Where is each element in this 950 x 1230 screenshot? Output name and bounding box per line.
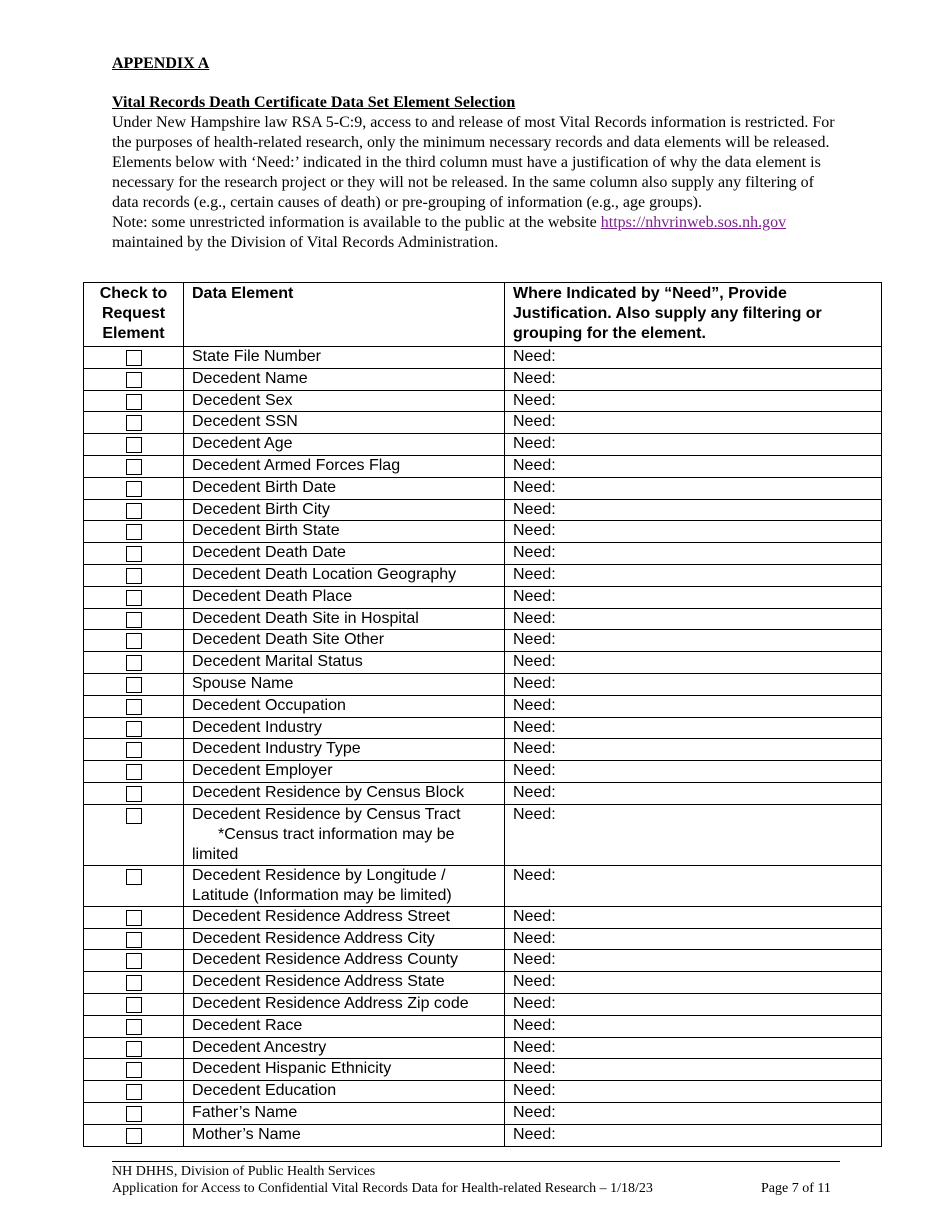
data-element-label: Decedent SSN bbox=[192, 413, 298, 431]
data-element-cell bbox=[184, 928, 505, 950]
table-row bbox=[84, 1059, 882, 1081]
check-cell bbox=[84, 390, 184, 412]
table-row bbox=[84, 717, 882, 739]
data-element-label: Decedent Birth State bbox=[192, 522, 340, 540]
need-label: Need: bbox=[513, 696, 556, 714]
data-element-cell bbox=[184, 1015, 505, 1037]
data-element-label: Decedent Education bbox=[192, 1082, 337, 1100]
justification-cell[interactable] bbox=[505, 1037, 882, 1059]
justification-cell[interactable] bbox=[505, 347, 882, 369]
intro-paragraph: Under New Hampshire law RSA 5-C:9, access to and release of most Vital Records information is restricted. For the purposes of health-related research, only the minimum necessary records and data elements will be released. Elements below with ‘Need:’ indicated in the third column must have a justification of why the data element is necessary for the research project or they will not be released. In the same column also supply any filtering of data records (e.g., certain causes of death) or pre-grouping of information (e.g., age groups). bbox=[112, 114, 835, 211]
justification-cell[interactable] bbox=[505, 455, 882, 477]
request-element-checkbox[interactable] bbox=[126, 633, 142, 649]
need-label: Need: bbox=[513, 522, 556, 540]
header-element-column: Data Element bbox=[184, 283, 505, 347]
request-element-checkbox[interactable] bbox=[126, 1019, 142, 1035]
request-element-checkbox[interactable] bbox=[126, 721, 142, 737]
need-label: Need: bbox=[513, 391, 556, 409]
request-element-checkbox[interactable] bbox=[126, 869, 142, 885]
table-row bbox=[84, 499, 882, 521]
request-element-checkbox[interactable] bbox=[126, 808, 142, 824]
data-element-label: Decedent Death Site in Hospital bbox=[192, 609, 419, 627]
table-row bbox=[84, 782, 882, 804]
data-element-cell bbox=[184, 521, 505, 543]
need-label: Need: bbox=[513, 609, 556, 627]
justification-cell[interactable] bbox=[505, 390, 882, 412]
request-element-checkbox[interactable] bbox=[126, 415, 142, 431]
data-element-cell bbox=[184, 865, 505, 906]
check-cell bbox=[84, 652, 184, 674]
need-label: Need: bbox=[513, 718, 556, 736]
table-row bbox=[84, 652, 882, 674]
need-label: Need: bbox=[513, 456, 556, 474]
data-element-label: Decedent Armed Forces Flag bbox=[192, 456, 401, 474]
need-label: Need: bbox=[513, 1125, 556, 1143]
request-element-checkbox[interactable] bbox=[126, 394, 142, 410]
check-cell bbox=[84, 972, 184, 994]
check-cell bbox=[84, 928, 184, 950]
need-label: Need: bbox=[513, 348, 556, 365]
need-label: Need: bbox=[513, 951, 556, 969]
request-element-checkbox[interactable] bbox=[126, 764, 142, 780]
data-element-cell bbox=[184, 739, 505, 761]
data-element-label: Decedent Residence by Census Block bbox=[192, 783, 465, 801]
justification-cell[interactable] bbox=[505, 368, 882, 390]
header-check-column: Check to Request Element bbox=[84, 283, 184, 347]
data-element-cell bbox=[184, 608, 505, 630]
table-row bbox=[84, 950, 882, 972]
table-row bbox=[84, 1037, 882, 1059]
data-element-cell bbox=[184, 390, 505, 412]
data-element-label: Decedent Residence by Longitude / Latitude (Information may be limited) bbox=[192, 866, 452, 904]
need-label: Need: bbox=[513, 1016, 556, 1034]
need-label: Need: bbox=[513, 478, 556, 496]
data-element-cell bbox=[184, 993, 505, 1015]
justification-cell[interactable] bbox=[505, 782, 882, 804]
data-element-label: Decedent Residence Address Zip code bbox=[192, 994, 469, 1012]
request-element-checkbox[interactable] bbox=[126, 372, 142, 388]
justification-cell[interactable] bbox=[505, 564, 882, 586]
data-element-label: Decedent Occupation bbox=[192, 696, 346, 714]
check-cell bbox=[84, 586, 184, 608]
check-cell bbox=[84, 477, 184, 499]
table-row bbox=[84, 455, 882, 477]
data-element-label: Decedent Hispanic Ethnicity bbox=[192, 1060, 392, 1078]
need-label: Need: bbox=[513, 631, 556, 649]
need-label: Need: bbox=[513, 762, 556, 780]
data-element-cell bbox=[184, 673, 505, 695]
data-element-label: Decedent Residence Address Street bbox=[192, 907, 450, 925]
need-label: Need: bbox=[513, 866, 556, 884]
request-element-checkbox[interactable] bbox=[126, 677, 142, 693]
need-label: Need: bbox=[513, 1060, 556, 1078]
request-element-checkbox[interactable] bbox=[126, 742, 142, 758]
check-cell bbox=[84, 521, 184, 543]
table-row bbox=[84, 608, 882, 630]
table-row bbox=[84, 630, 882, 652]
note-suffix: maintained by the Division of Vital Records Administration. bbox=[112, 234, 499, 251]
data-element-cell bbox=[184, 434, 505, 456]
justification-cell[interactable] bbox=[505, 1059, 882, 1081]
check-cell bbox=[84, 739, 184, 761]
data-element-label: Decedent Sex bbox=[192, 391, 293, 409]
request-element-checkbox[interactable] bbox=[126, 910, 142, 926]
data-element-cell bbox=[184, 586, 505, 608]
justification-cell[interactable] bbox=[505, 739, 882, 761]
need-label: Need: bbox=[513, 500, 556, 518]
need-label: Need: bbox=[513, 369, 556, 387]
table-row bbox=[84, 412, 882, 434]
data-element-cell bbox=[184, 543, 505, 565]
justification-cell[interactable] bbox=[505, 499, 882, 521]
data-element-label: Decedent Birth Date bbox=[192, 478, 337, 496]
request-element-checkbox[interactable] bbox=[126, 975, 142, 991]
data-element-cell bbox=[184, 761, 505, 783]
request-element-checkbox[interactable] bbox=[126, 350, 142, 366]
check-cell bbox=[84, 695, 184, 717]
request-element-checkbox[interactable] bbox=[126, 786, 142, 802]
request-element-checkbox[interactable] bbox=[126, 612, 142, 628]
data-element-cell bbox=[184, 1037, 505, 1059]
data-element-label: Decedent Name bbox=[192, 369, 308, 387]
data-element-label: Decedent Death Date bbox=[192, 544, 346, 562]
check-cell bbox=[84, 543, 184, 565]
check-cell bbox=[84, 1037, 184, 1059]
justification-cell[interactable] bbox=[505, 630, 882, 652]
table-row bbox=[84, 368, 882, 390]
table-row bbox=[84, 390, 882, 412]
check-cell bbox=[84, 782, 184, 804]
note-prefix: Note: some unrestricted information is available to the public at the website bbox=[112, 214, 601, 231]
footer-line-1: NH DHHS, Division of Public Health Services bbox=[112, 1164, 376, 1179]
data-element-label: Decedent Industry bbox=[192, 718, 322, 736]
request-element-checkbox[interactable] bbox=[126, 1062, 142, 1078]
need-label: Need: bbox=[513, 740, 556, 758]
vital-records-website-link[interactable]: https://nhvrinweb.sos.nh.gov bbox=[600, 214, 787, 231]
justification-cell[interactable] bbox=[505, 1015, 882, 1037]
data-element-cell bbox=[184, 368, 505, 390]
justification-cell[interactable] bbox=[505, 928, 882, 950]
intro-text bbox=[112, 113, 842, 253]
data-element-cell bbox=[184, 717, 505, 739]
need-label: Need: bbox=[513, 435, 556, 453]
request-element-checkbox[interactable] bbox=[126, 932, 142, 948]
need-label: Need: bbox=[513, 907, 556, 925]
data-element-cell bbox=[184, 1124, 505, 1146]
check-cell bbox=[84, 761, 184, 783]
check-cell bbox=[84, 368, 184, 390]
justification-cell[interactable] bbox=[505, 717, 882, 739]
table-row bbox=[84, 928, 882, 950]
check-cell bbox=[84, 1102, 184, 1124]
check-cell bbox=[84, 412, 184, 434]
check-cell bbox=[84, 1015, 184, 1037]
request-element-checkbox[interactable] bbox=[126, 590, 142, 606]
data-element-label: Decedent Death Place bbox=[192, 587, 353, 605]
footer-text bbox=[112, 1163, 653, 1197]
justification-cell[interactable] bbox=[505, 906, 882, 928]
data-element-label: Decedent Age bbox=[192, 435, 293, 453]
data-element-label: Decedent Employer bbox=[192, 762, 333, 780]
need-label: Need: bbox=[513, 783, 556, 801]
request-element-checkbox[interactable] bbox=[126, 953, 142, 969]
table-row bbox=[84, 906, 882, 928]
need-label: Need: bbox=[513, 674, 556, 692]
request-element-checkbox[interactable] bbox=[126, 546, 142, 562]
request-element-checkbox[interactable] bbox=[126, 1041, 142, 1057]
footer-divider bbox=[112, 1161, 840, 1162]
table-row bbox=[84, 1102, 882, 1124]
data-element-cell bbox=[184, 347, 505, 369]
request-element-checkbox[interactable] bbox=[126, 655, 142, 671]
data-element-cell bbox=[184, 1059, 505, 1081]
table-row bbox=[84, 521, 882, 543]
table-row bbox=[84, 434, 882, 456]
data-element-label: Decedent Race bbox=[192, 1016, 303, 1034]
need-label: Need: bbox=[513, 1038, 556, 1056]
justification-cell[interactable] bbox=[505, 695, 882, 717]
data-element-note: *Census tract information may be limited bbox=[192, 825, 455, 863]
check-cell bbox=[84, 804, 184, 865]
data-element-cell bbox=[184, 412, 505, 434]
table-row bbox=[84, 673, 882, 695]
justification-cell[interactable] bbox=[505, 1102, 882, 1124]
data-element-cell bbox=[184, 1102, 505, 1124]
justification-cell[interactable] bbox=[505, 434, 882, 456]
need-label: Need: bbox=[513, 929, 556, 947]
data-element-label: Decedent Residence by Census Tract bbox=[192, 805, 461, 823]
justification-cell[interactable] bbox=[505, 950, 882, 972]
data-element-cell bbox=[184, 804, 505, 865]
table-row bbox=[84, 865, 882, 906]
check-cell bbox=[84, 993, 184, 1015]
justification-cell[interactable] bbox=[505, 972, 882, 994]
request-element-checkbox[interactable] bbox=[126, 503, 142, 519]
justification-cell[interactable] bbox=[505, 586, 882, 608]
table-row bbox=[84, 543, 882, 565]
table-row bbox=[84, 739, 882, 761]
need-label: Need: bbox=[513, 565, 556, 583]
data-element-label: Spouse Name bbox=[192, 674, 294, 692]
data-element-label: Decedent Ancestry bbox=[192, 1038, 327, 1056]
justification-cell[interactable] bbox=[505, 1081, 882, 1103]
request-element-checkbox[interactable] bbox=[126, 1084, 142, 1100]
header-justification-column: Where Indicated by “Need”, Provide Justification. Also supply any filtering or grouping for the element. bbox=[505, 283, 882, 347]
data-element-label: Decedent Death Location Geography bbox=[192, 565, 457, 583]
need-label: Need: bbox=[513, 544, 556, 562]
need-label: Need: bbox=[513, 805, 556, 823]
data-element-cell bbox=[184, 1081, 505, 1103]
section-title: Vital Records Death Certificate Data Set Element Selection bbox=[112, 94, 516, 111]
check-cell bbox=[84, 950, 184, 972]
table-row bbox=[84, 1124, 882, 1146]
need-label: Need: bbox=[513, 994, 556, 1012]
data-element-label: Decedent Residence Address State bbox=[192, 973, 445, 991]
appendix-heading: APPENDIX A bbox=[112, 55, 210, 72]
need-label: Need: bbox=[513, 1103, 556, 1121]
need-label: Need: bbox=[513, 587, 556, 605]
data-element-cell bbox=[184, 906, 505, 928]
table-row bbox=[84, 972, 882, 994]
justification-cell[interactable] bbox=[505, 652, 882, 674]
request-element-checkbox[interactable] bbox=[126, 1128, 142, 1144]
check-cell bbox=[84, 1124, 184, 1146]
footer-line-2: Application for Access to Confidential Vital Records Data for Health-related Research – 1/18/23 bbox=[112, 1181, 653, 1196]
check-cell bbox=[84, 1081, 184, 1103]
data-element-cell bbox=[184, 630, 505, 652]
table-row bbox=[84, 695, 882, 717]
footer-page-number: Page 7 of 11 bbox=[761, 1181, 831, 1196]
data-element-cell bbox=[184, 499, 505, 521]
request-element-checkbox[interactable] bbox=[126, 1106, 142, 1122]
check-cell bbox=[84, 673, 184, 695]
justification-cell[interactable] bbox=[505, 865, 882, 906]
data-element-table bbox=[83, 282, 882, 1147]
data-element-label: State File Number bbox=[192, 348, 321, 365]
table-row bbox=[84, 804, 882, 865]
check-cell bbox=[84, 906, 184, 928]
data-element-label: Mother’s Name bbox=[192, 1125, 301, 1143]
data-element-label: Decedent Residence Address County bbox=[192, 951, 458, 969]
justification-cell[interactable] bbox=[505, 761, 882, 783]
data-element-cell bbox=[184, 782, 505, 804]
request-element-checkbox[interactable] bbox=[126, 997, 142, 1013]
table-row bbox=[84, 993, 882, 1015]
request-element-checkbox[interactable] bbox=[126, 568, 142, 584]
request-element-checkbox[interactable] bbox=[126, 437, 142, 453]
note-paragraph bbox=[112, 213, 842, 253]
data-element-cell bbox=[184, 652, 505, 674]
justification-cell[interactable] bbox=[505, 608, 882, 630]
check-cell bbox=[84, 865, 184, 906]
table-row bbox=[84, 347, 882, 369]
request-element-checkbox[interactable] bbox=[126, 699, 142, 715]
justification-cell[interactable] bbox=[505, 673, 882, 695]
data-element-cell bbox=[184, 564, 505, 586]
data-element-cell bbox=[184, 477, 505, 499]
check-cell bbox=[84, 347, 184, 369]
data-element-cell bbox=[184, 695, 505, 717]
justification-cell[interactable] bbox=[505, 1124, 882, 1146]
data-element-label: Decedent Industry Type bbox=[192, 740, 361, 758]
data-element-label: Decedent Residence Address City bbox=[192, 929, 435, 947]
data-element-cell bbox=[184, 972, 505, 994]
table-header-row bbox=[84, 283, 882, 347]
check-cell bbox=[84, 717, 184, 739]
table-row bbox=[84, 1015, 882, 1037]
justification-cell[interactable] bbox=[505, 804, 882, 865]
request-element-checkbox[interactable] bbox=[126, 481, 142, 497]
justification-cell[interactable] bbox=[505, 993, 882, 1015]
data-element-label: Decedent Death Site Other bbox=[192, 631, 385, 649]
need-label: Need: bbox=[513, 413, 556, 431]
data-element-cell bbox=[184, 455, 505, 477]
check-cell bbox=[84, 630, 184, 652]
data-element-label: Decedent Marital Status bbox=[192, 653, 363, 671]
data-element-cell bbox=[184, 950, 505, 972]
table-row bbox=[84, 1081, 882, 1103]
need-label: Need: bbox=[513, 653, 556, 671]
justification-cell[interactable] bbox=[505, 543, 882, 565]
table-row bbox=[84, 564, 882, 586]
need-label: Need: bbox=[513, 973, 556, 991]
check-cell bbox=[84, 455, 184, 477]
table-row bbox=[84, 477, 882, 499]
need-label: Need: bbox=[513, 1082, 556, 1100]
data-element-label: Decedent Birth City bbox=[192, 500, 330, 518]
check-cell bbox=[84, 564, 184, 586]
check-cell bbox=[84, 608, 184, 630]
justification-cell[interactable] bbox=[505, 412, 882, 434]
check-cell bbox=[84, 499, 184, 521]
request-element-checkbox[interactable] bbox=[126, 459, 142, 475]
justification-cell[interactable] bbox=[505, 521, 882, 543]
check-cell bbox=[84, 434, 184, 456]
table-row bbox=[84, 586, 882, 608]
request-element-checkbox[interactable] bbox=[126, 524, 142, 540]
check-cell bbox=[84, 1059, 184, 1081]
data-element-label: Father’s Name bbox=[192, 1103, 298, 1121]
table-row bbox=[84, 761, 882, 783]
justification-cell[interactable] bbox=[505, 477, 882, 499]
